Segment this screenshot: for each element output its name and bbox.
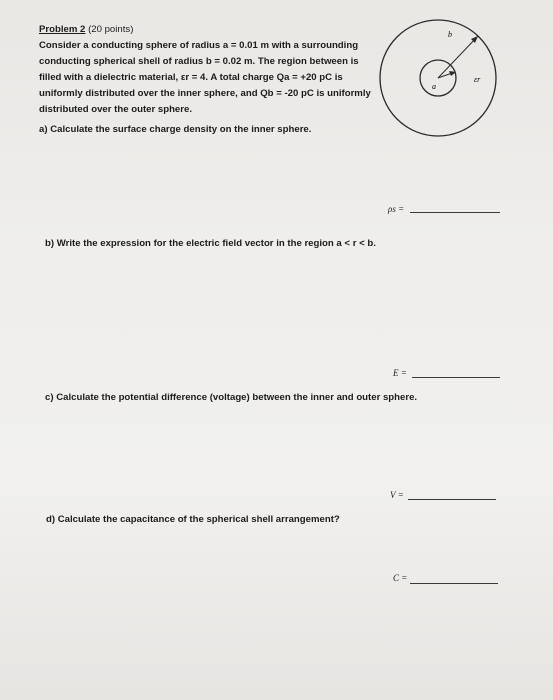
problem-line-2: conducting spherical shell of radius b = 0.02 m. The region between is xyxy=(39,56,359,67)
problem-points: (20 points) xyxy=(88,24,134,35)
label-a: a xyxy=(432,82,436,91)
part-a-question: a) Calculate the surface charge density on the inner sphere. xyxy=(39,124,312,135)
part-d-answer-blank[interactable] xyxy=(410,583,498,584)
part-a-answer-label: ρs = xyxy=(388,204,405,214)
part-c-answer-label: V = xyxy=(390,490,404,500)
label-b: b xyxy=(448,30,452,39)
radius-b-arrow xyxy=(438,36,478,78)
label-epsilon-r: εr xyxy=(474,75,481,84)
part-d-answer-label: C = xyxy=(393,573,408,583)
problem-line-5: distributed over the outer sphere. xyxy=(39,104,192,115)
part-b-answer-blank[interactable] xyxy=(412,377,500,378)
part-c-answer-blank[interactable] xyxy=(408,499,496,500)
part-b-answer-label: E = xyxy=(393,368,407,378)
problem-title: Problem 2 xyxy=(39,24,86,35)
problem-heading xyxy=(39,22,133,38)
problem-line-3: filled with a dielectric material, εr = 4. A total charge Qa = +20 pC is xyxy=(39,72,343,83)
problem-line-4: uniformly distributed over the inner sphere, and Qb = -20 pC is uniformly xyxy=(39,88,371,99)
sphere-diagram xyxy=(374,14,504,144)
part-b-question: b) Write the expression for the electric field vector in the region a < r < b. xyxy=(45,238,376,249)
part-a-answer-blank[interactable] xyxy=(410,212,500,213)
problem-line-1: Consider a conducting sphere of radius a = 0.01 m with a surrounding xyxy=(39,40,359,51)
part-c-question: c) Calculate the potential difference (voltage) between the inner and outer sphere. xyxy=(45,392,418,403)
part-d-question: d) Calculate the capacitance of the spherical shell arrangement? xyxy=(46,514,340,525)
